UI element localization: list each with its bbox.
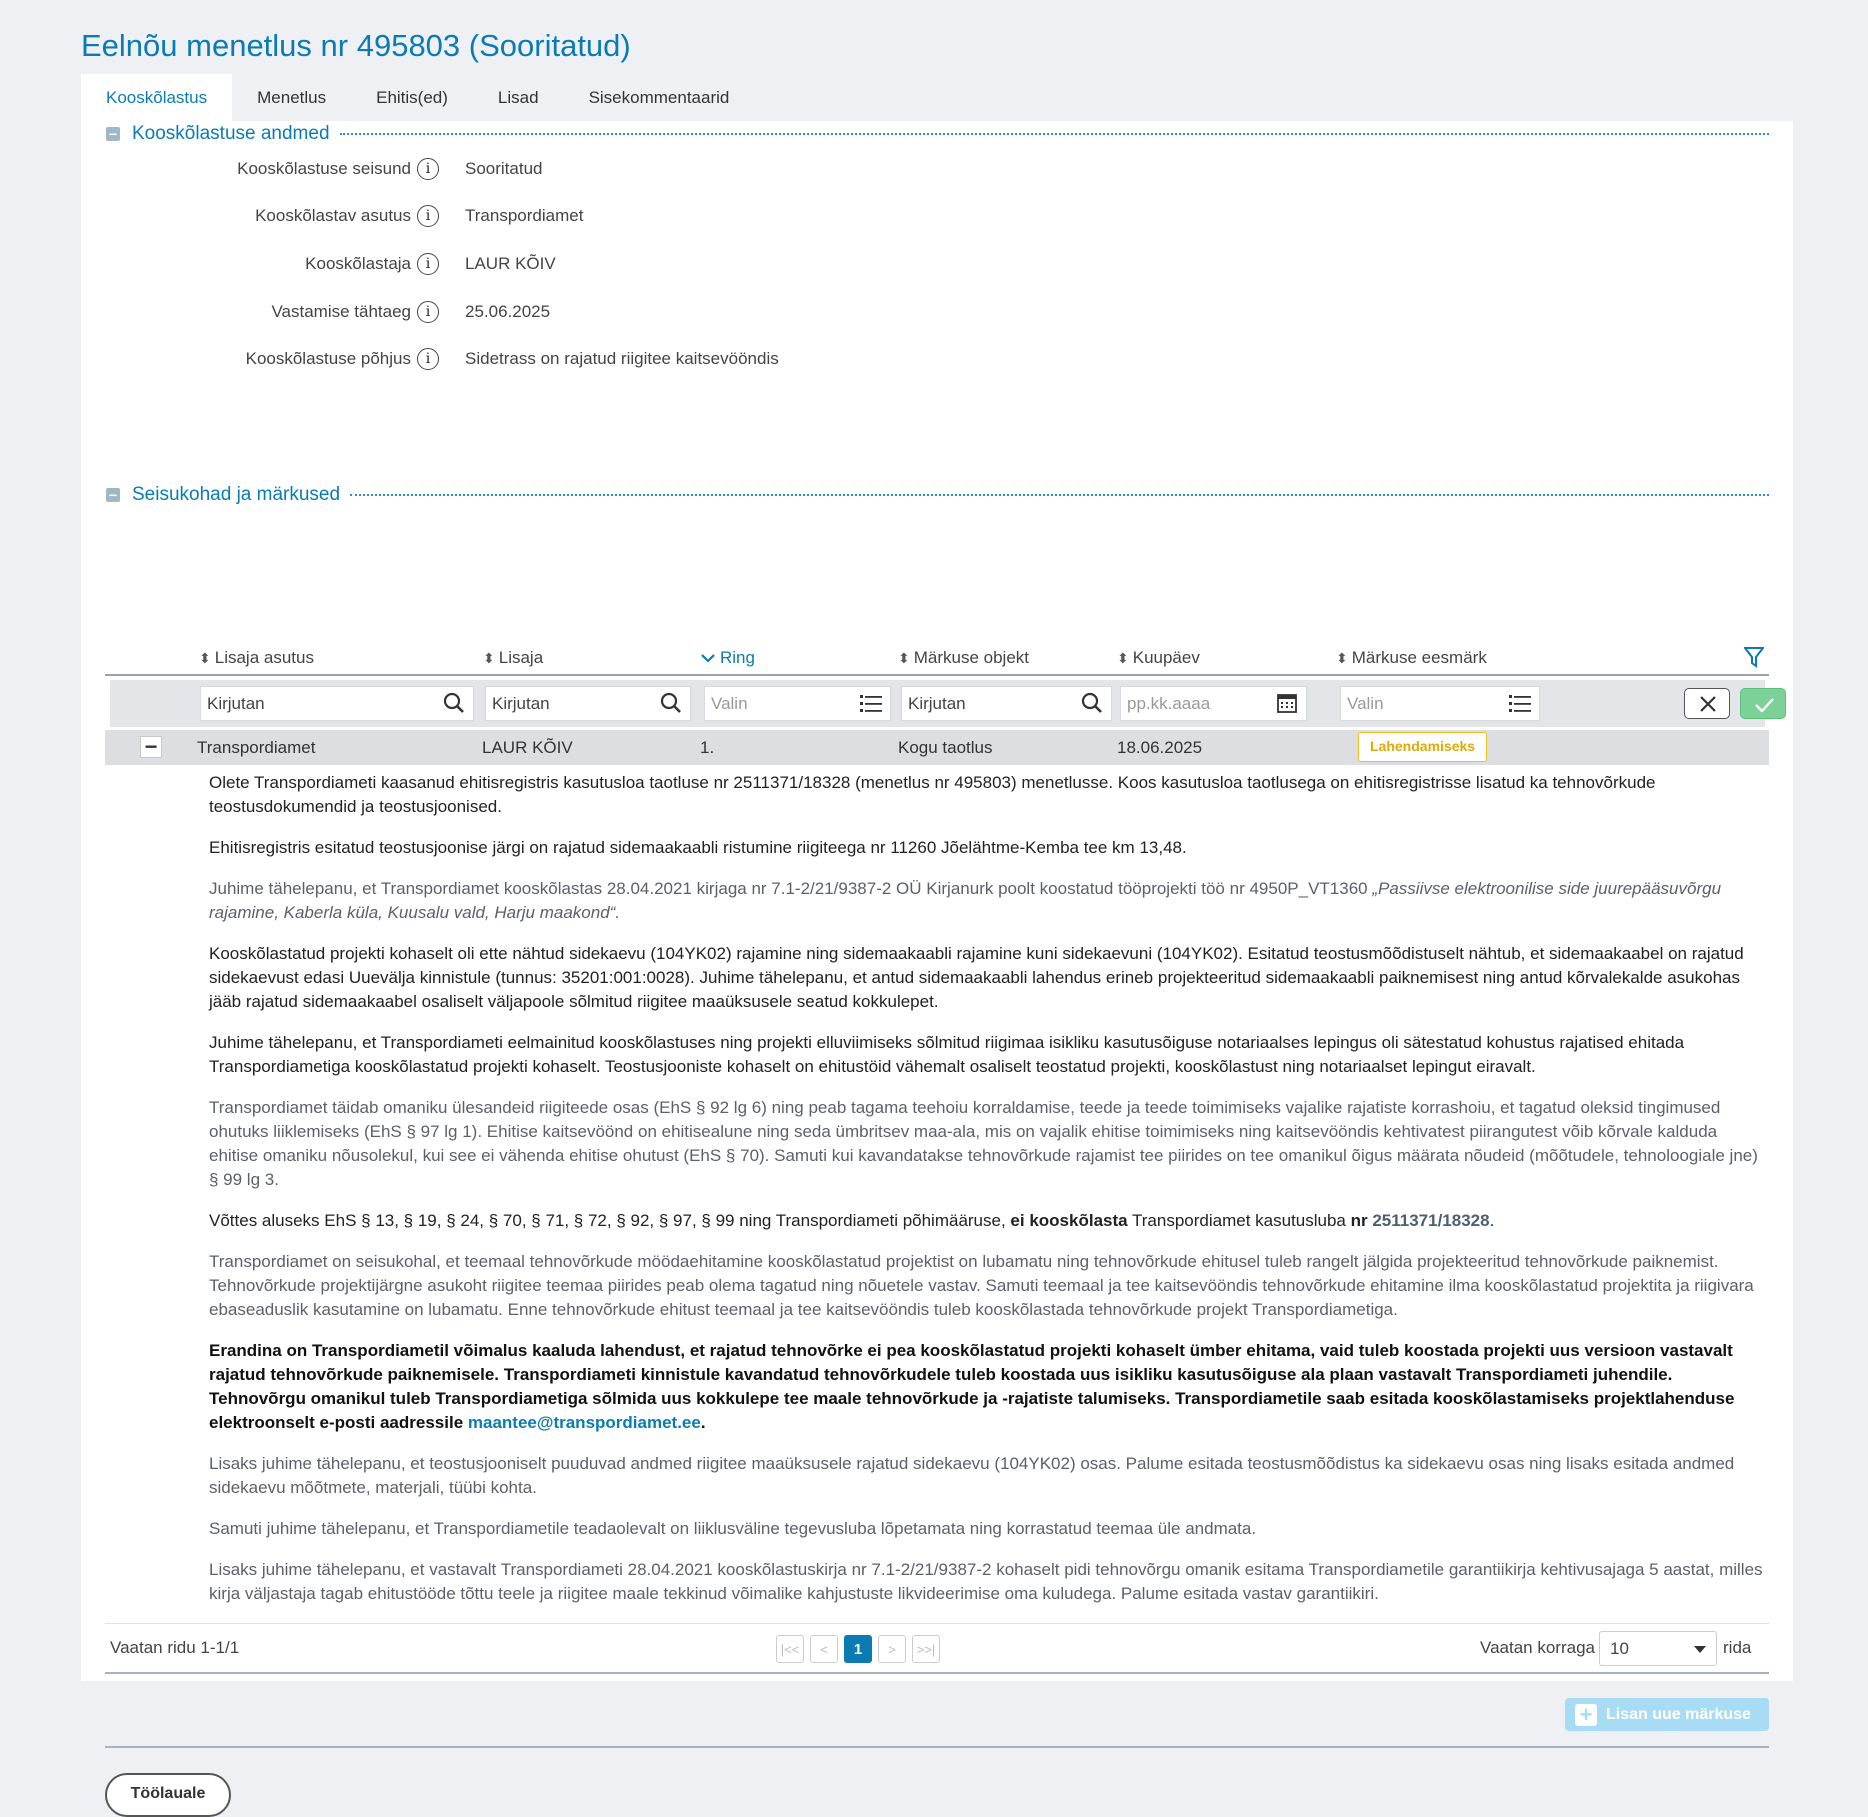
- column-label: Lisaja asutus: [214, 648, 314, 667]
- sort-icon: ⬍: [898, 649, 910, 666]
- search-icon[interactable]: [660, 692, 682, 714]
- filter-row: [110, 680, 1765, 727]
- chevron-down-icon: [701, 653, 715, 663]
- paragraph: Olete Transpordiameti kaasanud ehitisregistris kasutusloa taotluse nr 2511371/18328 (menetlus nr 495803) menetlusse. Koos kasutusloa taotlusega on ehitisregistrisse lisatud ka tehnovõrkude teostusdokumendid ja teostusjoonised.: [209, 773, 1656, 816]
- list-icon: [1509, 692, 1531, 714]
- info-icon[interactable]: i: [417, 158, 439, 180]
- filter-goal-select[interactable]: [1340, 686, 1540, 721]
- details-section-title[interactable]: Kooskõlastuse andmed: [132, 123, 330, 144]
- field-label: Kooskõlastuse põhjus: [245, 349, 411, 368]
- filter-text: Valin: [1347, 694, 1384, 713]
- status-badge: Lahendamiseks: [1358, 732, 1487, 762]
- filter-text: Kirjutan: [207, 694, 265, 713]
- filter-icon[interactable]: [1744, 646, 1764, 673]
- per-page-value: 10: [1610, 1639, 1629, 1658]
- info-icon[interactable]: i: [417, 301, 439, 323]
- paragraph: [209, 877, 1769, 925]
- cell-author: LAUR KÕIV: [482, 738, 573, 757]
- column-header-goal[interactable]: [1336, 646, 1487, 670]
- text: Võttes aluseks EhS § 13, § 19, § 24, § 70, § 71, § 72, § 92, § 97, § 99 ning Transpordiameti põhimääruse,: [209, 1211, 1011, 1230]
- text: Juhime tähelepanu, et Transpordiamet kooskõlastas 28.04.2021 kirjaga nr 7.1-2/21/9387-2 OÜ Kirjanurk poolt koostatud tööprojekti töö nr 4950P_VT1360: [209, 879, 1373, 898]
- tab-ehitised[interactable]: Ehitis(ed): [376, 88, 448, 107]
- search-icon[interactable]: [443, 692, 465, 714]
- paragraph: Transpordiamet on seisukohal, et teemaal tehnovõrkude möödaehitamine kooskõlastatud projektist on lubamatu ning tehnovõrkude ehitusel tuleb rangelt jälgida projekteeritud tehnovõrkude paiknemist. Tehnovõrkude projektijärgne asukoht riigitee teemaa piirides peab olema tagatud ning nõuetele vastav. Samuti teemaal ja tee kaitsevööndis tehnovõrkude ehitamine ilma kooskõlastatud projektita ja riigivara ebaseaduslik kasutamine on lubamatu. Enne tehnovõrkude ehitust teemaal ja tee kaitsevööndis tuleb kooskõlastada tehnovõrkude projekt Transpordiametiga.: [209, 1252, 1754, 1319]
- filter-agency-input[interactable]: [200, 686, 474, 721]
- field-label: Vastamise tähtaeg: [271, 302, 411, 321]
- section-divider: [340, 133, 1769, 135]
- first-page-button[interactable]: |<<: [776, 1635, 804, 1663]
- column-header-object[interactable]: [898, 646, 1029, 670]
- filter-object-input[interactable]: [901, 686, 1112, 721]
- divider: [105, 1746, 1769, 1748]
- divider: [105, 1672, 1769, 1674]
- text: nr: [1350, 1211, 1368, 1230]
- column-header-author[interactable]: [483, 646, 543, 670]
- column-label: Lisaja: [498, 648, 544, 667]
- cell-round: 1.: [700, 738, 715, 757]
- tab-sisekommentaarid[interactable]: Sisekommentaarid: [588, 88, 730, 107]
- caret-down-icon: [1694, 1646, 1706, 1653]
- permit-number: 2511371/18328: [1372, 1211, 1490, 1230]
- decision: ei kooskõlasta: [1010, 1211, 1128, 1230]
- text: Erandina on Transpordiametil võimalus kaaluda lahendust, et rajatud tehnovõrke ei pea kooskõlastatud projekti kohaselt ümber ehitama, vaid tuleb koostada projekti uus versioon vastavalt rajatud tehnovõrkude paiknemisele. Transpordiameti kinnistule kavandatud tehnovõrkudele tuleb koostada uus isikliku kasutusõiguse ala plaan vastavalt Transpordiameti juhendile. Tehnovõrgu omanikul tuleb Transpordiametiga sõlmida uus kokkulepe tee maale tehnovõrkude ja -rajatiste talumiseks. Transpordiametile saab esitada kooskõlastamiseks projektlahenduse elektroonselt e-posti aadressile: [209, 1341, 1735, 1432]
- collapse-row-button[interactable]: −: [140, 736, 162, 758]
- pager-summary: Vaatan ridu 1-1/1: [110, 1638, 240, 1657]
- tab-lisad[interactable]: Lisad: [497, 88, 539, 107]
- paragraph: [209, 1339, 1769, 1435]
- per-page-select[interactable]: [1599, 1631, 1717, 1666]
- details-section-header: [106, 123, 1769, 145]
- column-header-round[interactable]: [701, 646, 755, 670]
- cell-object: Kogu taotlus: [898, 738, 993, 757]
- add-remark-button[interactable]: [1565, 1698, 1769, 1731]
- apply-filters-button[interactable]: [1740, 688, 1786, 719]
- column-label: Kuupäev: [1132, 648, 1200, 667]
- field-row-approver: [81, 249, 981, 279]
- page-title: Eelnõu menetlus nr 495803 (Sooritatud): [81, 28, 631, 63]
- project-title: „Passiivse elektroonilise side juurepääsuvõrgu rajamine, Kaberla küla, Kuusalu vald, Harju maakond“.: [209, 879, 1722, 922]
- field-row-deadline: [81, 297, 981, 327]
- field-row-agency: [81, 201, 981, 231]
- field-value: Sooritatud: [465, 159, 543, 178]
- paragraph: Samuti juhime tähelepanu, et Transpordiametile teadaolevalt on liiklusväline tegevusluba lõpetamata ning korrastatud teemaa üle andmata.: [209, 1519, 1257, 1538]
- page-1-button[interactable]: 1: [844, 1635, 872, 1663]
- per-page-label: Vaatan korraga: [1480, 1638, 1595, 1657]
- field-label: Kooskõlastav asutus: [255, 206, 411, 225]
- info-icon[interactable]: i: [417, 253, 439, 275]
- column-label: Märkuse eesmärk: [1351, 648, 1487, 667]
- column-header-date[interactable]: [1117, 646, 1200, 670]
- info-icon[interactable]: i: [417, 348, 439, 370]
- header-divider: [105, 674, 1769, 676]
- section-divider: [350, 494, 1769, 496]
- filter-round-select[interactable]: [704, 686, 891, 721]
- collapse-remarks-button[interactable]: −: [106, 488, 120, 502]
- field-row-status: [81, 154, 981, 184]
- sort-icon: ⬍: [483, 649, 495, 666]
- last-page-button[interactable]: >>|: [912, 1635, 940, 1663]
- calendar-icon[interactable]: [1276, 692, 1298, 714]
- sort-icon: ⬍: [1117, 649, 1129, 666]
- tab-menetlus[interactable]: Menetlus: [257, 88, 327, 107]
- sort-icon: ⬍: [1336, 649, 1348, 666]
- add-remark-label: Lisan uue märkuse: [1606, 1705, 1751, 1723]
- search-icon[interactable]: [1081, 692, 1103, 714]
- paragraph: Juhime tähelepanu, et Transpordiameti eelmainitud kooskõlastuses ning projekti elluviimiseks sõlmitud riigimaa isikliku kasutusõiguse notariaalses lepingus oli sätestatud kohustus rajatised ehitada Transpordiametiga kooskõlastatud projekti kohaselt. Teostusjooniste kohaselt on ehitustöid vähemalt osaliselt teostatud projekti, kooskõlastust ning notariaalset lepingut eiravalt.: [209, 1033, 1685, 1076]
- table-row[interactable]: [105, 730, 1769, 765]
- field-value: 25.06.2025: [465, 302, 551, 321]
- cell-agency: Transpordiamet: [197, 738, 316, 757]
- collapse-details-button[interactable]: −: [106, 127, 120, 141]
- field-value: Transpordiamet: [465, 206, 584, 225]
- field-value: Sidetrass on rajatud riigitee kaitsevööndis: [465, 349, 779, 368]
- filter-date-input[interactable]: [1120, 686, 1307, 721]
- rows-label: rida: [1723, 1638, 1752, 1657]
- back-to-dashboard-button[interactable]: Töölauale: [105, 1773, 231, 1817]
- clear-filters-button[interactable]: [1684, 688, 1730, 719]
- field-label: Kooskõlastaja: [305, 254, 411, 273]
- tab-kooskolastus[interactable]: Kooskõlastus: [81, 74, 232, 121]
- text: .: [1489, 1211, 1495, 1230]
- filter-text: Kirjutan: [908, 694, 966, 713]
- text: .: [700, 1413, 706, 1432]
- check-icon: [1741, 689, 1787, 720]
- tab-bar: [81, 74, 754, 121]
- plus-icon: +: [1575, 1704, 1597, 1726]
- column-label: Ring: [720, 648, 755, 667]
- filter-text: pp.kk.aaaa: [1127, 694, 1211, 713]
- column-header-agency[interactable]: [199, 646, 314, 670]
- field-value: LAUR KÕIV: [465, 254, 556, 273]
- close-icon: [1685, 689, 1731, 720]
- paragraph: Transpordiamet täidab omaniku ülesandeid riigiteede osas (EhS § 92 lg 6) ning peab tagama teehoiu korraldamise, teede ja teede toimimiseks vajalike rajatiste korrashoiu, et tagatud oleksid tingimused ohutuks liiklemiseks (EhS § 97 lg 1). Ehitise kaitsevöönd on ehitisealune ning seda ümbritsev maa-ala, mis on vajalik ehitise toimimiseks ning kaitsevööndis kehtivatest piirangutest võib kõrvale kalduda ehitise omaniku nõusolekul, kui see ei vähenda ehitise ohutust (EhS § 70). Samuti kui kavandatakse tehnovõrkude rajamist tee piirides on tee omanikul õigus määrata nõudeid (mõõtudele, tehnoloogiale jne) § 99 lg 3.: [209, 1098, 1758, 1189]
- list-icon: [860, 692, 882, 714]
- remarks-section-title[interactable]: Seisukohad ja märkused: [132, 484, 341, 505]
- field-row-reason: [81, 344, 981, 374]
- column-label: Märkuse objekt: [913, 648, 1030, 667]
- info-icon[interactable]: i: [417, 205, 439, 227]
- paragraph: Ehitisregistris esitatud teostusjoonise järgi on rajatud sidemaakaabli ristumine riigiteega nr 11260 Jõelähtme-Kemba tee km 13,48.: [209, 838, 1187, 857]
- text: Transpordiamet kasutusluba: [1127, 1211, 1351, 1230]
- paragraph: Lisaks juhime tähelepanu, et teostusjooniselt puuduvad andmed riigitee maaüksusele rajatud sidekaevu (104YK02) osas. Palume esitada teostusmõõdistus ka sidekaevu osas ning lisaks esitada andmed sidekaevu mõõtmete, materjali, tüübi kohta.: [209, 1454, 1735, 1497]
- paragraph: Lisaks juhime tähelepanu, et vastavalt Transpordiameti 28.04.2021 kooskõlastuskirja nr 7.1-2/21/9387-2 kohaselt pidi tehnovõrgu omanik esitama Transpordiametile garantiikirja kehtivusajaga 5 aastat, milles kirja väljastaja tagab ehitustööde tõttu teele ja riigitee maale tekkinud võimalike kahjustuste likvideerimise oma kuludega. Palume esitada vastav garantiikiri.: [209, 1560, 1763, 1603]
- prev-page-button[interactable]: <: [810, 1635, 838, 1663]
- remarks-section-header: [106, 484, 1769, 506]
- next-page-button[interactable]: >: [878, 1635, 906, 1663]
- remark-text: [209, 771, 1769, 1623]
- email-link[interactable]: maantee@transpordiamet.ee: [467, 1413, 701, 1432]
- paragraph: Kooskõlastatud projekti kohaselt oli ette nähtud sidekaevu (104YK02) rajamine ning sidemaakaabli rajamine kuni sidekaevuni (104YK02). Esitatud teostusmõõdistuselt nähtub, et sidemaakaabel on rajatud sidekaevust edasi Uueväljа kinnistule (tunnus: 35201:001:0028). Juhime tähelepanu, et antud sidemaakaabli lahendus erineb projekteeritud sidemaakaabli paiknemisest ning antud kõrvalekalde asukohas jääb rajatud sidemaakaabel osaliselt väljapoole sõlmitud riigitee maaüksusele seatud kokkulepet.: [209, 944, 1744, 1011]
- paragraph: [209, 1209, 1769, 1233]
- content-panel: [81, 121, 1793, 1802]
- filter-author-input[interactable]: [485, 686, 691, 721]
- cell-date: 18.06.2025: [1117, 738, 1203, 757]
- field-label: Kooskõlastuse seisund: [237, 159, 411, 178]
- pager-divider: [105, 1623, 1769, 1624]
- filter-text: Kirjutan: [492, 694, 550, 713]
- sort-icon: ⬍: [199, 649, 211, 666]
- filter-text: Valin: [711, 694, 748, 713]
